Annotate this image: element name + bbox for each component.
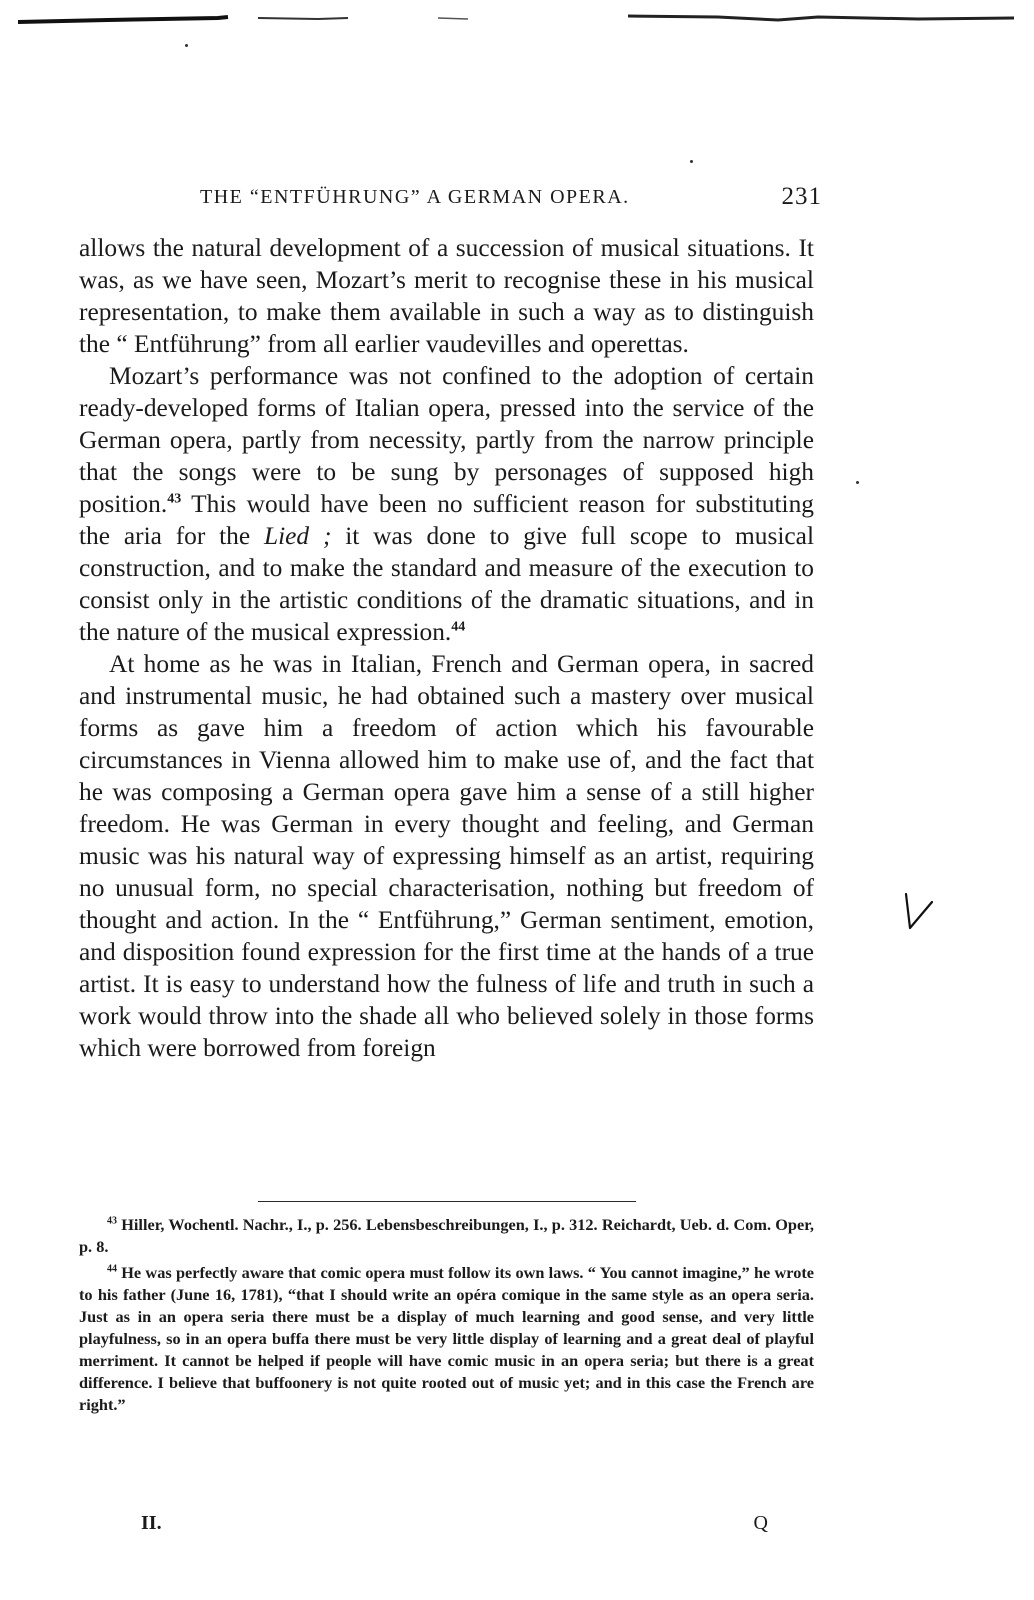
paragraph-text: Mozart’s performance was not confined to the adoption of certain ready-developed forms of Italian opera, pressed into the service of the German opera, partly from necessity, partly from the narrow principle that the songs were to be sung by personages of supposed high position. <box>79 362 814 518</box>
footnote-reference-43[interactable]: 43 <box>167 491 182 507</box>
footnote-text: He was perfectly aware that comic opera must follow its own laws. “ You cannot imagine,” he wrote to his father (June 16, 1781), “that I should write an opéra comique in the same style as an opera seria. Just as in an opera seria there must be a display of much learning and good sense, and very little playfulness, so in an opera buffa there must be very little display of learning and a great deal of playful merriment. It cannot be helped if people will have comic music in an opera seria; but there is a great difference. I believe that buffoonery is not quite rooted out of music yet; and in this case the French are right.” <box>79 1263 814 1414</box>
running-head-title: THE “ENTFÜHRUNG” A GERMAN OPERA. <box>200 186 630 208</box>
page-number: 231 <box>781 183 822 210</box>
sheet-signature-mark: Q <box>753 1512 768 1534</box>
italic-term-lied: Lied ; <box>263 522 332 550</box>
footnote-divider <box>258 1201 636 1202</box>
paragraph-at-home: At home as he was in Italian, French and German opera, in sacred and instrumental music, he had obtained such a mastery over musical forms as gave him a freedom of action which his favourable circumstances in Vienna allowed him to make use of, and the fact that he was composing a German opera gave him a sense of a still higher freedom. He was German in every thought and feeling, and German music was his natural way of expressing himself as an artist, requiring no unusual form, no special characterisation, nothing but freedom of thought and action. In the “ Entführung,” German sentiment, emotion, and disposition found expression for the first time at the hands of a true artist. It is easy to understand how the fulness of life and truth in such a work would throw into the shade all who believed solely in those forms which were borrowed from foreign <box>79 650 814 1062</box>
footnote-43 <box>79 1214 814 1258</box>
footnote-mark: 44 <box>107 1263 117 1275</box>
running-head <box>200 183 822 216</box>
paragraph-mozart-performance <box>79 360 814 648</box>
volume-mark: II. <box>141 1512 162 1534</box>
paragraph-text: This would have been no sufficient reason for substituting the aria for the <box>79 490 814 550</box>
footnotes <box>79 1214 814 1420</box>
paragraph-continuation: allows the natural development of a succession of musical situations. It was, as we have seen, Mozart’s merit to recognise these in his musical representation, to make them available in such a way as to distinguish the “ Entführung” from all earlier vaudevilles and operettas. <box>79 234 814 358</box>
scan-artifact-top-edge <box>18 14 1014 36</box>
handwritten-check-mark-icon <box>900 892 938 934</box>
body-text <box>79 232 814 1064</box>
signature-line <box>79 1512 814 1542</box>
footnote-reference-44[interactable]: 44 <box>451 619 466 635</box>
stray-dot <box>856 481 859 484</box>
footnote-text: Hiller, Wochentl. Nachr., I., p. 256. Lebensbeschreibungen, I., p. 312. Reichardt, Ueb. d. Com. Oper, p. 8. <box>79 1215 814 1256</box>
paragraph-text: it was done to give full scope to musical construction, and to make the standard and measure of the execution to consist only in the artistic conditions of the dramatic situations, and in the nature of the musical expression. <box>79 522 814 646</box>
stray-dot <box>690 160 693 163</box>
footnote-mark: 43 <box>107 1215 117 1227</box>
footnote-44 <box>79 1262 814 1416</box>
stray-dot <box>185 44 188 47</box>
